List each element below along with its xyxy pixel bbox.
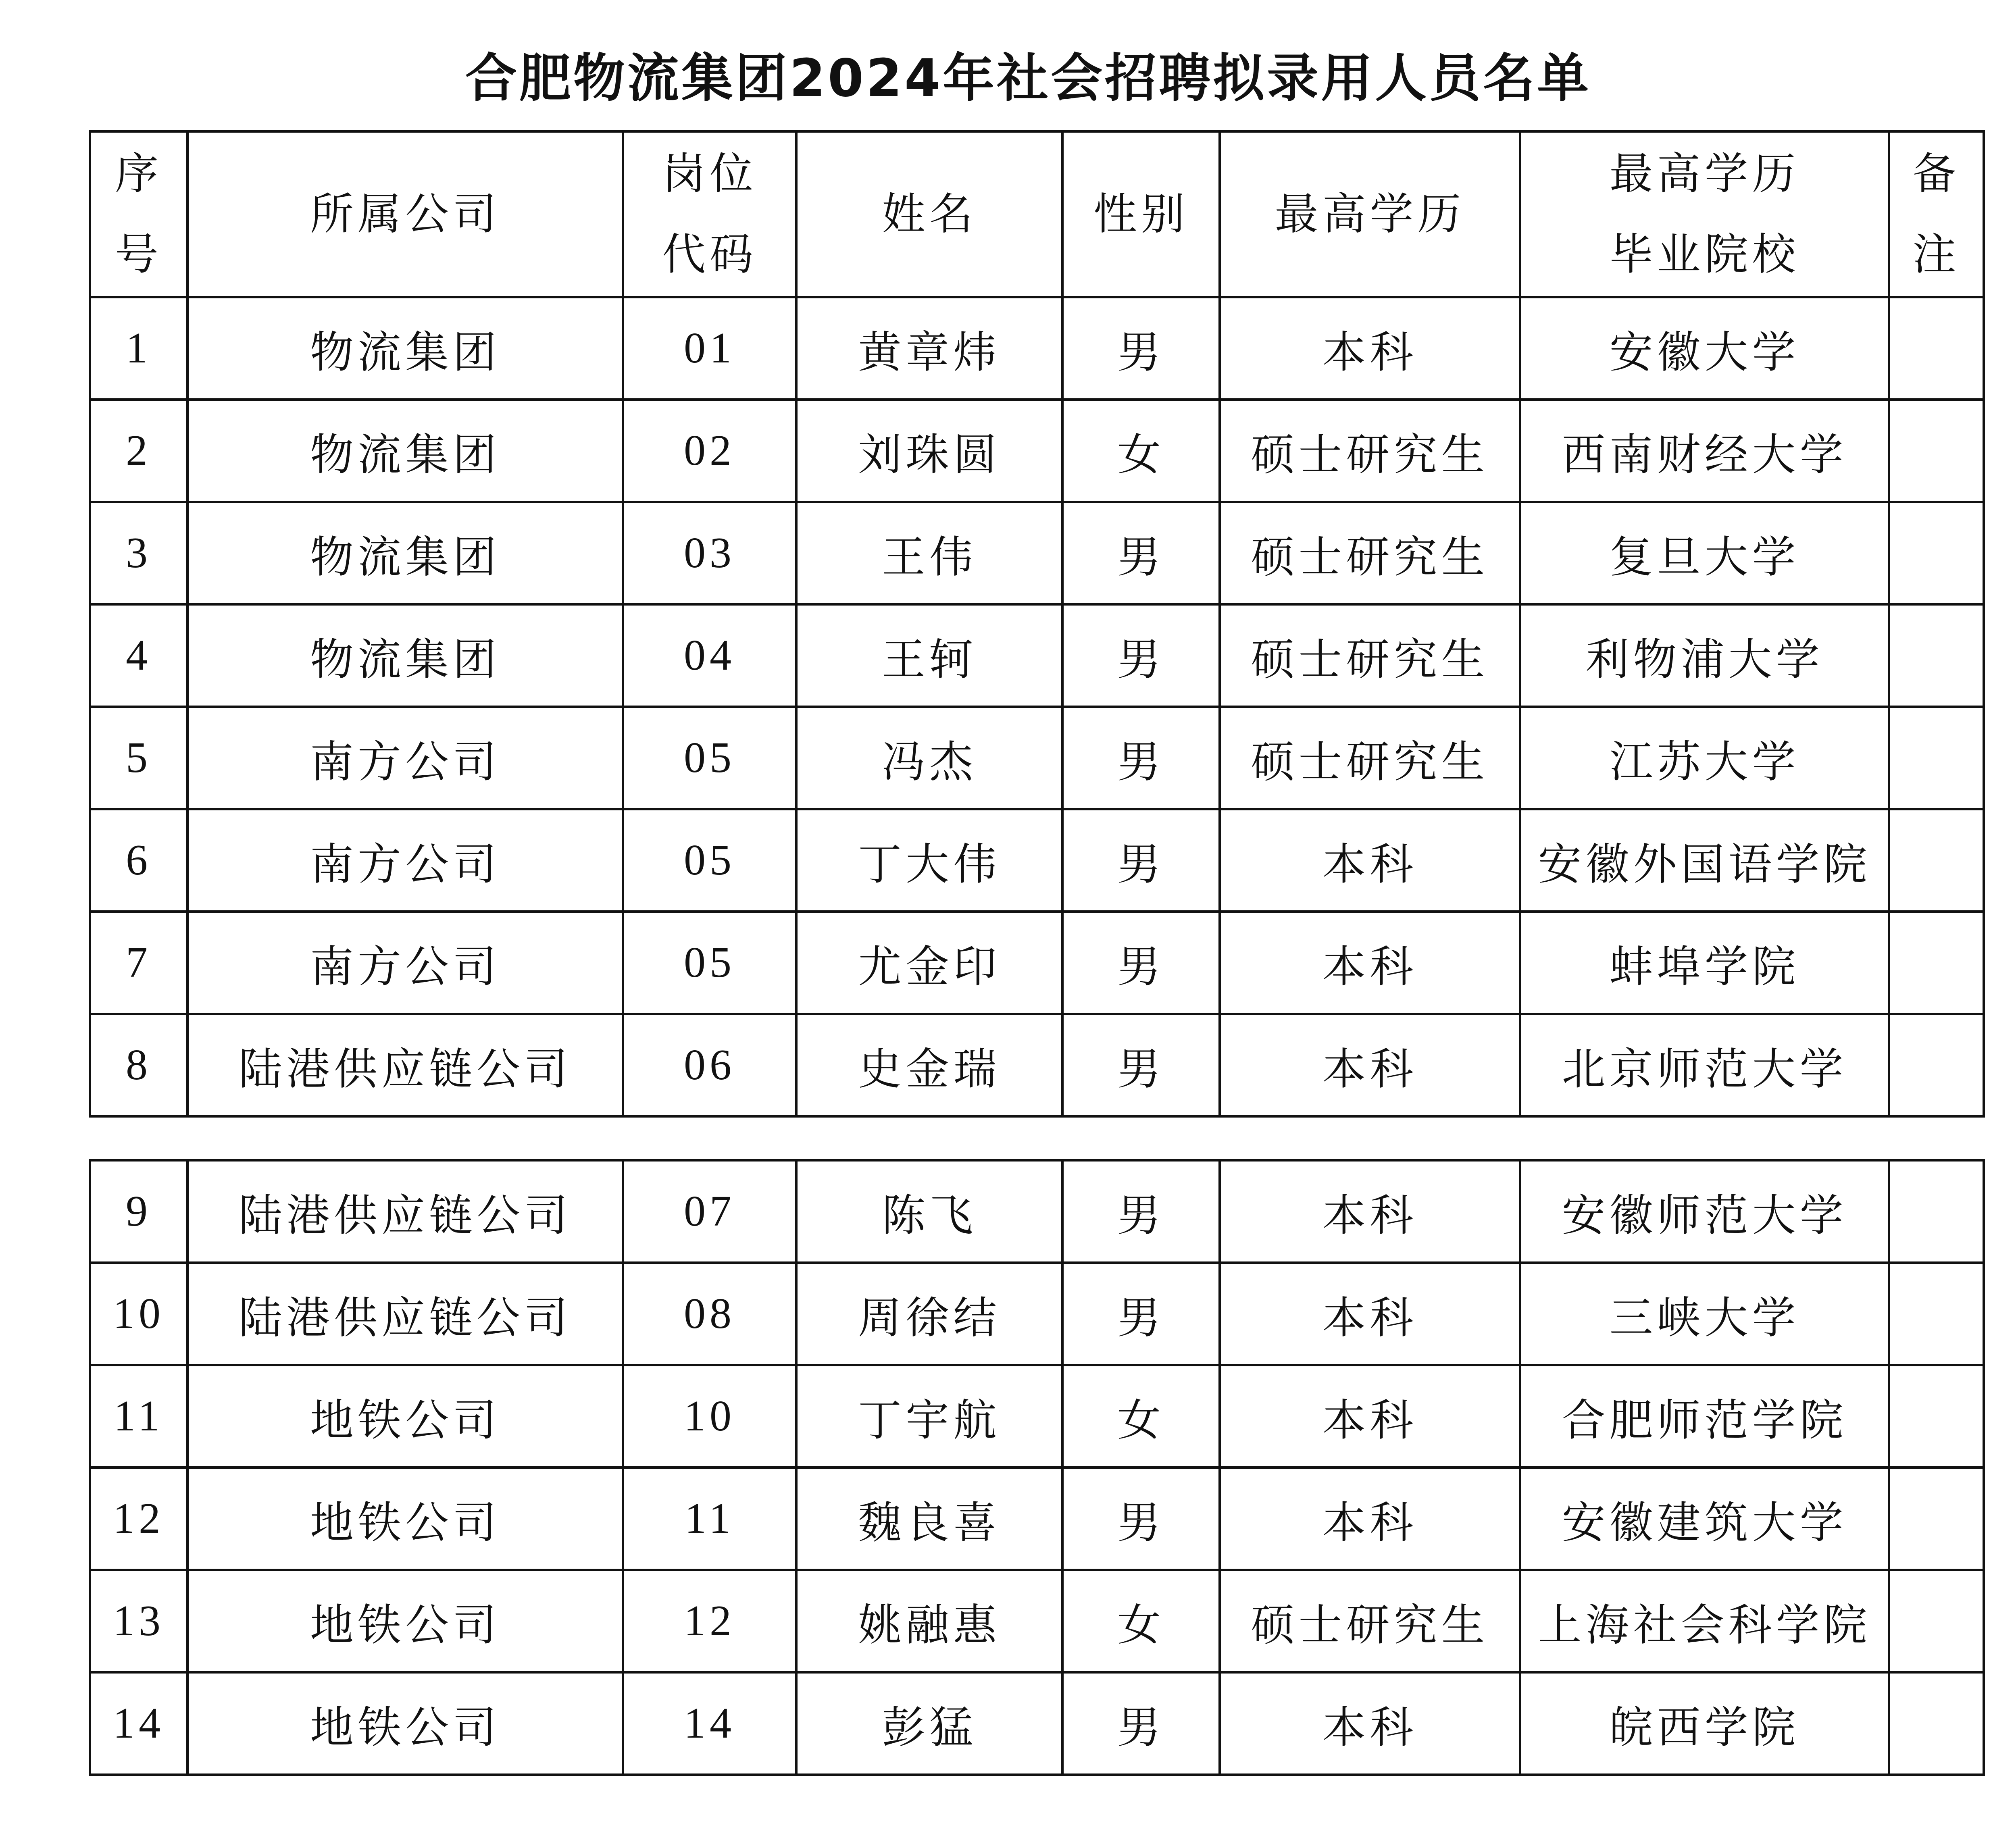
cell-index: 7 [90, 912, 187, 1014]
cell-name: 丁宇航 [796, 1365, 1062, 1467]
cell-code: 06 [623, 1014, 796, 1116]
table-row [90, 1263, 1984, 1365]
cell-note [1889, 1365, 1984, 1467]
header-index-line-1: 序 [115, 148, 162, 199]
table-row [90, 707, 1984, 809]
cell-company: 南方公司 [187, 707, 623, 809]
cell-name: 尤金印 [796, 912, 1062, 1014]
cell-gender: 女 [1062, 400, 1220, 502]
cell-index: 3 [90, 502, 187, 604]
cell-note [1889, 1014, 1984, 1116]
cell-note [1889, 502, 1984, 604]
cell-education: 硕士研究生 [1220, 604, 1520, 707]
header-note [1889, 131, 1984, 297]
cell-name: 史金瑞 [796, 1014, 1062, 1116]
cell-index: 9 [90, 1160, 187, 1263]
cell-index: 4 [90, 604, 187, 707]
cell-name: 刘珠圆 [796, 400, 1062, 502]
table-row [90, 1365, 1984, 1467]
cell-note [1889, 604, 1984, 707]
cell-school: 西南财经大学 [1520, 400, 1889, 502]
cell-name: 丁大伟 [796, 809, 1062, 912]
cell-index: 10 [90, 1263, 187, 1365]
cell-code: 08 [623, 1263, 796, 1365]
cell-name: 周徐结 [796, 1263, 1062, 1365]
cell-code: 04 [623, 604, 796, 707]
cell-company: 物流集团 [187, 297, 623, 400]
cell-note [1889, 809, 1984, 912]
cell-name: 彭猛 [796, 1672, 1062, 1775]
cell-name: 姚融惠 [796, 1570, 1062, 1672]
cell-code: 05 [623, 912, 796, 1014]
cell-note [1889, 1160, 1984, 1263]
cell-school: 安徽大学 [1520, 297, 1889, 400]
cell-education: 本科 [1220, 912, 1520, 1014]
cell-school: 江苏大学 [1520, 707, 1889, 809]
cell-gender: 男 [1062, 912, 1220, 1014]
header-school-line-2: 毕业院校 [1609, 229, 1800, 280]
table-row [90, 502, 1984, 604]
cell-school: 北京师范大学 [1520, 1014, 1889, 1116]
cell-education: 本科 [1220, 1263, 1520, 1365]
table-row [90, 1672, 1984, 1775]
cell-index: 11 [90, 1365, 187, 1467]
cell-education: 硕士研究生 [1220, 400, 1520, 502]
cell-index: 8 [90, 1014, 187, 1116]
header-code-line-2: 代码 [662, 229, 757, 280]
cell-education: 本科 [1220, 1672, 1520, 1775]
header-index-line-2: 号 [115, 229, 162, 280]
cell-company: 陆港供应链公司 [187, 1263, 623, 1365]
cell-name: 王轲 [796, 604, 1062, 707]
cell-gender: 男 [1062, 604, 1220, 707]
roster-table-part-1 [89, 130, 1985, 1118]
cell-gender: 女 [1062, 1570, 1220, 1672]
cell-gender: 男 [1062, 502, 1220, 604]
cell-gender: 男 [1062, 1014, 1220, 1116]
cell-school: 上海社会科学院 [1520, 1570, 1889, 1672]
header-name: 姓名 [796, 131, 1062, 297]
cell-school: 合肥师范学院 [1520, 1365, 1889, 1467]
table-row [90, 1570, 1984, 1672]
cell-company: 南方公司 [187, 912, 623, 1014]
cell-note [1889, 1672, 1984, 1775]
cell-name: 黄章炜 [796, 297, 1062, 400]
cell-company: 地铁公司 [187, 1570, 623, 1672]
header-code-line-1: 岗位 [662, 148, 757, 199]
cell-company: 地铁公司 [187, 1672, 623, 1775]
table-body-part-1 [90, 297, 1984, 1116]
table-row [90, 604, 1984, 707]
cell-gender: 男 [1062, 1467, 1220, 1570]
cell-code: 03 [623, 502, 796, 604]
cell-code: 07 [623, 1160, 796, 1263]
cell-company: 物流集团 [187, 502, 623, 604]
table-row [90, 1467, 1984, 1570]
cell-education: 硕士研究生 [1220, 707, 1520, 809]
cell-education: 本科 [1220, 1365, 1520, 1467]
cell-school: 蚌埠学院 [1520, 912, 1889, 1014]
cell-index: 1 [90, 297, 187, 400]
cell-code: 02 [623, 400, 796, 502]
cell-school: 安徽师范大学 [1520, 1160, 1889, 1263]
roster-table-part-2 [89, 1159, 1985, 1776]
cell-name: 王伟 [796, 502, 1062, 604]
header-school [1520, 131, 1889, 297]
table-body-part-2 [90, 1160, 1984, 1775]
cell-school: 皖西学院 [1520, 1672, 1889, 1775]
cell-name: 陈飞 [796, 1160, 1062, 1263]
cell-note [1889, 912, 1984, 1014]
header-education: 最高学历 [1220, 131, 1520, 297]
cell-education: 硕士研究生 [1220, 1570, 1520, 1672]
cell-education: 硕士研究生 [1220, 502, 1520, 604]
header-note-line-2: 注 [1912, 229, 1960, 280]
cell-name: 冯杰 [796, 707, 1062, 809]
cell-school: 三峡大学 [1520, 1263, 1889, 1365]
cell-education: 本科 [1220, 1160, 1520, 1263]
cell-gender: 男 [1062, 1160, 1220, 1263]
header-school-line-1: 最高学历 [1609, 148, 1800, 199]
cell-note [1889, 400, 1984, 502]
cell-company: 陆港供应链公司 [187, 1014, 623, 1116]
cell-education: 本科 [1220, 297, 1520, 400]
cell-gender: 女 [1062, 1365, 1220, 1467]
table-row [90, 400, 1984, 502]
cell-code: 05 [623, 809, 796, 912]
table-row [90, 809, 1984, 912]
table-row [90, 1160, 1984, 1263]
cell-company: 物流集团 [187, 400, 623, 502]
cell-name: 魏良喜 [796, 1467, 1062, 1570]
cell-company: 地铁公司 [187, 1365, 623, 1467]
cell-note [1889, 1263, 1984, 1365]
header-gender: 性别 [1062, 131, 1220, 297]
cell-note [1889, 1467, 1984, 1570]
header-company: 所属公司 [187, 131, 623, 297]
cell-company: 南方公司 [187, 809, 623, 912]
cell-note [1889, 1570, 1984, 1672]
cell-education: 本科 [1220, 1014, 1520, 1116]
cell-gender: 男 [1062, 297, 1220, 400]
cell-note [1889, 297, 1984, 400]
cell-company: 地铁公司 [187, 1467, 623, 1570]
cell-company: 物流集团 [187, 604, 623, 707]
cell-company: 陆港供应链公司 [187, 1160, 623, 1263]
cell-gender: 男 [1062, 1672, 1220, 1775]
cell-index: 5 [90, 707, 187, 809]
header-code [623, 131, 796, 297]
cell-code: 01 [623, 297, 796, 400]
cell-school: 利物浦大学 [1520, 604, 1889, 707]
cell-index: 6 [90, 809, 187, 912]
header-index [90, 131, 187, 297]
cell-school: 安徽建筑大学 [1520, 1467, 1889, 1570]
cell-index: 2 [90, 400, 187, 502]
page-title: 合肥物流集团2024年社会招聘拟录用人员名单 [465, 48, 1591, 108]
cell-school: 复旦大学 [1520, 502, 1889, 604]
cell-code: 11 [623, 1467, 796, 1570]
cell-code: 10 [623, 1365, 796, 1467]
table-header-row [90, 131, 1984, 297]
cell-school: 安徽外国语学院 [1520, 809, 1889, 912]
cell-gender: 男 [1062, 809, 1220, 912]
cell-code: 05 [623, 707, 796, 809]
cell-index: 12 [90, 1467, 187, 1570]
cell-code: 14 [623, 1672, 796, 1775]
table-row [90, 912, 1984, 1014]
cell-education: 本科 [1220, 809, 1520, 912]
header-note-line-1: 备 [1912, 148, 1960, 199]
table-row [90, 1014, 1984, 1116]
cell-index: 13 [90, 1570, 187, 1672]
cell-index: 14 [90, 1672, 187, 1775]
cell-gender: 男 [1062, 1263, 1220, 1365]
cell-gender: 男 [1062, 707, 1220, 809]
cell-note [1889, 707, 1984, 809]
cell-code: 12 [623, 1570, 796, 1672]
cell-education: 本科 [1220, 1467, 1520, 1570]
table-row [90, 297, 1984, 400]
